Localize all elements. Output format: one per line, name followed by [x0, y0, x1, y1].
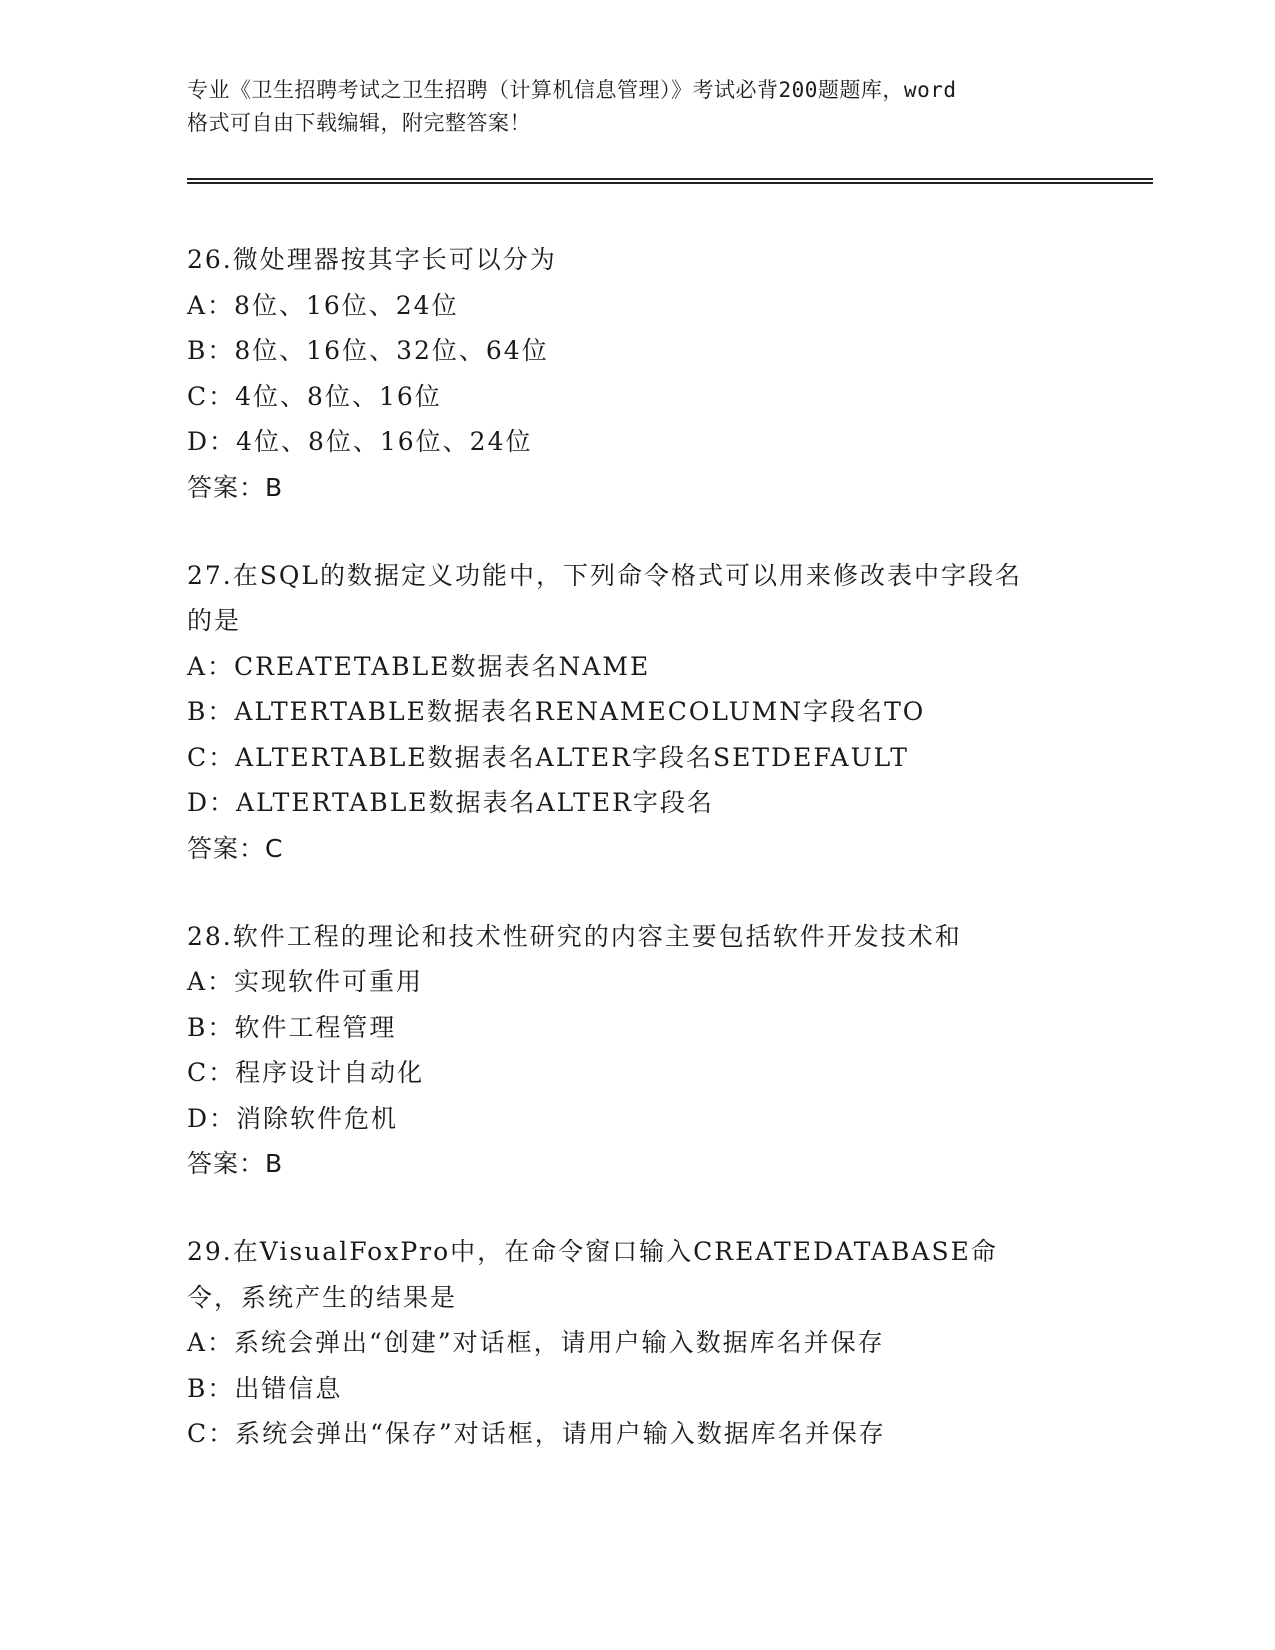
question-27 [187, 553, 1087, 871]
option-c: C：ALTERTABLE数据表名ALTER字段名SETDEFAULT [187, 742, 909, 772]
question-stem: 29.在VisualFoxPro中，在命令窗口输入CREATEDATABASE命令，系统产生的结果是 [187, 1237, 998, 1312]
option-a: A：8位、16位、24位 [187, 290, 459, 320]
header-line-1: 专业《卫生招聘考试之卫生招聘（计算机信息管理）》考试必背200题题库，word [187, 78, 957, 102]
option-b: B：出错信息 [187, 1373, 343, 1403]
option-b: B：软件工程管理 [187, 1012, 397, 1042]
option-a: A：系统会弹出“创建”对话框，请用户输入数据库名并保存 [187, 1328, 885, 1357]
header-line-2: 格式可自由下载编辑，附完整答案！ [187, 111, 531, 135]
question-29 [187, 1229, 1087, 1457]
answer-line: 答案：B [187, 1149, 284, 1178]
question-list [187, 237, 1087, 1500]
question-26 [187, 237, 1087, 510]
question-stem: 28.软件工程的理论和技术性研究的内容主要包括软件开发技术和 [187, 921, 962, 951]
header-double-rule [187, 178, 1153, 184]
option-b: B：ALTERTABLE数据表名RENAMECOLUMN字段名TO [187, 697, 926, 726]
option-d: D：ALTERTABLE数据表名ALTER字段名 [187, 788, 714, 817]
question-stem: 26.微处理器按其字长可以分为 [187, 245, 557, 274]
question-stem: 27.在SQL的数据定义功能中，下列命令格式可以用来修改表中字段名的是 [187, 560, 1022, 635]
answer-line: 答案：C [187, 833, 284, 863]
answer-line: 答案：B [187, 472, 284, 502]
option-a: A：CREATETABLE数据表名NAME [187, 651, 651, 681]
question-28 [187, 914, 1087, 1187]
option-d: D：4位、8位、16位、24位 [187, 427, 533, 456]
option-a: A：实现软件可重用 [187, 967, 424, 996]
document-header [187, 74, 1087, 140]
option-d: D：消除软件危机 [187, 1103, 399, 1133]
option-c: C：4位、8位、16位 [187, 381, 442, 411]
option-c: C：系统会弹出“保存”对话框，请用户输入数据库名并保存 [187, 1419, 886, 1448]
option-b: B：8位、16位、32位、64位 [187, 336, 549, 365]
option-c: C：程序设计自动化 [187, 1058, 425, 1087]
